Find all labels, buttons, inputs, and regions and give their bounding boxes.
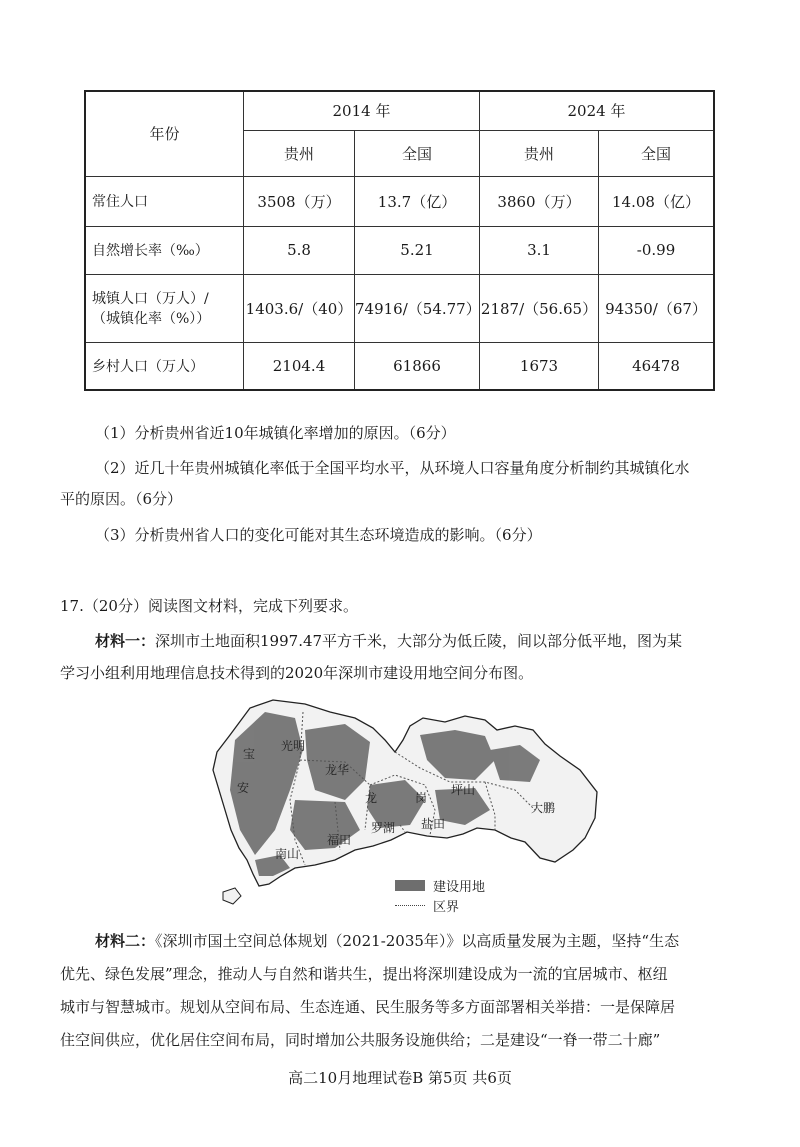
boundary-swatch [395, 905, 425, 906]
material-2-text: 《深圳市国土空间总体规划（2021-2035年）》以高质量发展为主题，坚持“生态 [155, 932, 680, 950]
map-label-longgang-2: 岗 [415, 791, 428, 805]
table-cell: 1403.6/（40） [244, 274, 355, 342]
table-cell: 2104.4 [244, 342, 355, 390]
row-label: 乡村人口（万人） [85, 342, 244, 390]
row-label: 自然增长率（‰） [85, 226, 244, 274]
sub-guizhou-2024: 贵州 [480, 130, 599, 176]
material-2-line4: 住空间供应，优化居住空间布局，同时增加公共服务设施供给；二是建设“一脊一带二十廊” [60, 1031, 661, 1049]
table-row [85, 176, 714, 226]
header-2024: 2024 年 [480, 91, 715, 130]
table-cell: 3860（万） [480, 176, 599, 226]
table-cell: 5.8 [244, 226, 355, 274]
table-cell: 3.1 [480, 226, 599, 274]
header-2014: 2014 年 [244, 91, 480, 130]
map-label-longhua: 龙华 [325, 763, 350, 777]
map-label-guangming: 光明 [281, 739, 306, 753]
page-footer: 高二10月地理试卷B 第5页 共6页 [288, 1069, 512, 1087]
map-island [223, 888, 241, 904]
material-2-line2: 优先、绿色发展”理念，推动人与自然和谐共生，提出将深圳建设成为一流的宜居城市、枢纽 [60, 965, 668, 983]
sub-guizhou-2014: 贵州 [244, 130, 355, 176]
table-cell: 46478 [599, 342, 715, 390]
map-legend [395, 875, 485, 915]
material-1-label: 材料一： [95, 632, 156, 650]
material-2-label: 材料二： [95, 932, 156, 950]
q17-title: 17.（20分）阅读图文材料，完成下列要求。 [60, 597, 358, 615]
table-cell: 1673 [480, 342, 599, 390]
table-cell: 94350/（67） [599, 274, 715, 342]
map-label-dapeng: 大鹏 [531, 801, 556, 815]
legend-built-label: 建设用地 [433, 879, 486, 895]
map-label-longgang-1: 龙 [365, 791, 378, 805]
table-row [85, 274, 714, 342]
question-2-line1: （2）近几十年贵州城镇化率低于全国平均水平，从环境人口容量角度分析制约其城镇化水 [95, 459, 690, 477]
table-row [85, 226, 714, 274]
map-label-pingshan: 坪山 [451, 783, 476, 797]
row-label-line2: （城镇化率（%）） [92, 311, 211, 327]
question-1: （1）分析贵州省近10年城镇化率增加的原因。（6分） [95, 424, 456, 442]
sub-nation-2024: 全国 [599, 130, 715, 176]
row-label: 常住人口 [85, 176, 244, 226]
map-label-baoan-1: 宝 [243, 747, 256, 761]
material-1-text: 深圳市土地面积1997.47平方千米，大部分为低丘陵，间以部分低平地，图为某 [155, 632, 683, 650]
table-cell: 5.21 [355, 226, 480, 274]
material-1-line1 [60, 628, 750, 654]
table-cell: 14.08（亿） [599, 176, 715, 226]
table-cell: 2187/（56.65） [480, 274, 599, 342]
material-2-line3: 城市与智慧城市。规划从空间布局、生态连通、民生服务等多方面部署相关举措：一是保障居 [60, 998, 676, 1016]
population-table [84, 90, 715, 391]
built-swatch [395, 880, 425, 891]
question-3: （3）分析贵州省人口的变化可能对其生态环境造成的影响。（6分） [95, 526, 542, 544]
table-row [85, 342, 714, 390]
map-label-yantian: 盐田 [421, 817, 446, 831]
legend-boundary-label: 区界 [433, 899, 460, 915]
header-year: 年份 [85, 91, 244, 176]
row-label-line1: 城镇人口（万人）/ [92, 291, 209, 307]
map-label-nanshan: 南山 [275, 847, 300, 861]
table-cell: -0.99 [599, 226, 715, 274]
table-cell: 74916/（54.77） [355, 274, 480, 342]
material-1-line2: 学习小组利用地理信息技术得到的2020年深圳市建设用地空间分布图。 [60, 664, 534, 682]
map-label-baoan-2: 安 [237, 781, 250, 795]
legend-boundary [395, 895, 485, 915]
table-cell: 61866 [355, 342, 480, 390]
sub-nation-2014: 全国 [355, 130, 480, 176]
row-label [85, 274, 244, 342]
legend-built [395, 875, 485, 895]
table-cell: 3508（万） [244, 176, 355, 226]
question-2-line2: 平的原因。（6分） [60, 490, 183, 508]
map-label-luohu: 罗湖 [371, 821, 396, 835]
table-cell: 13.7（亿） [355, 176, 480, 226]
material-2-line1 [60, 928, 750, 954]
map-label-futian: 福田 [327, 833, 352, 847]
